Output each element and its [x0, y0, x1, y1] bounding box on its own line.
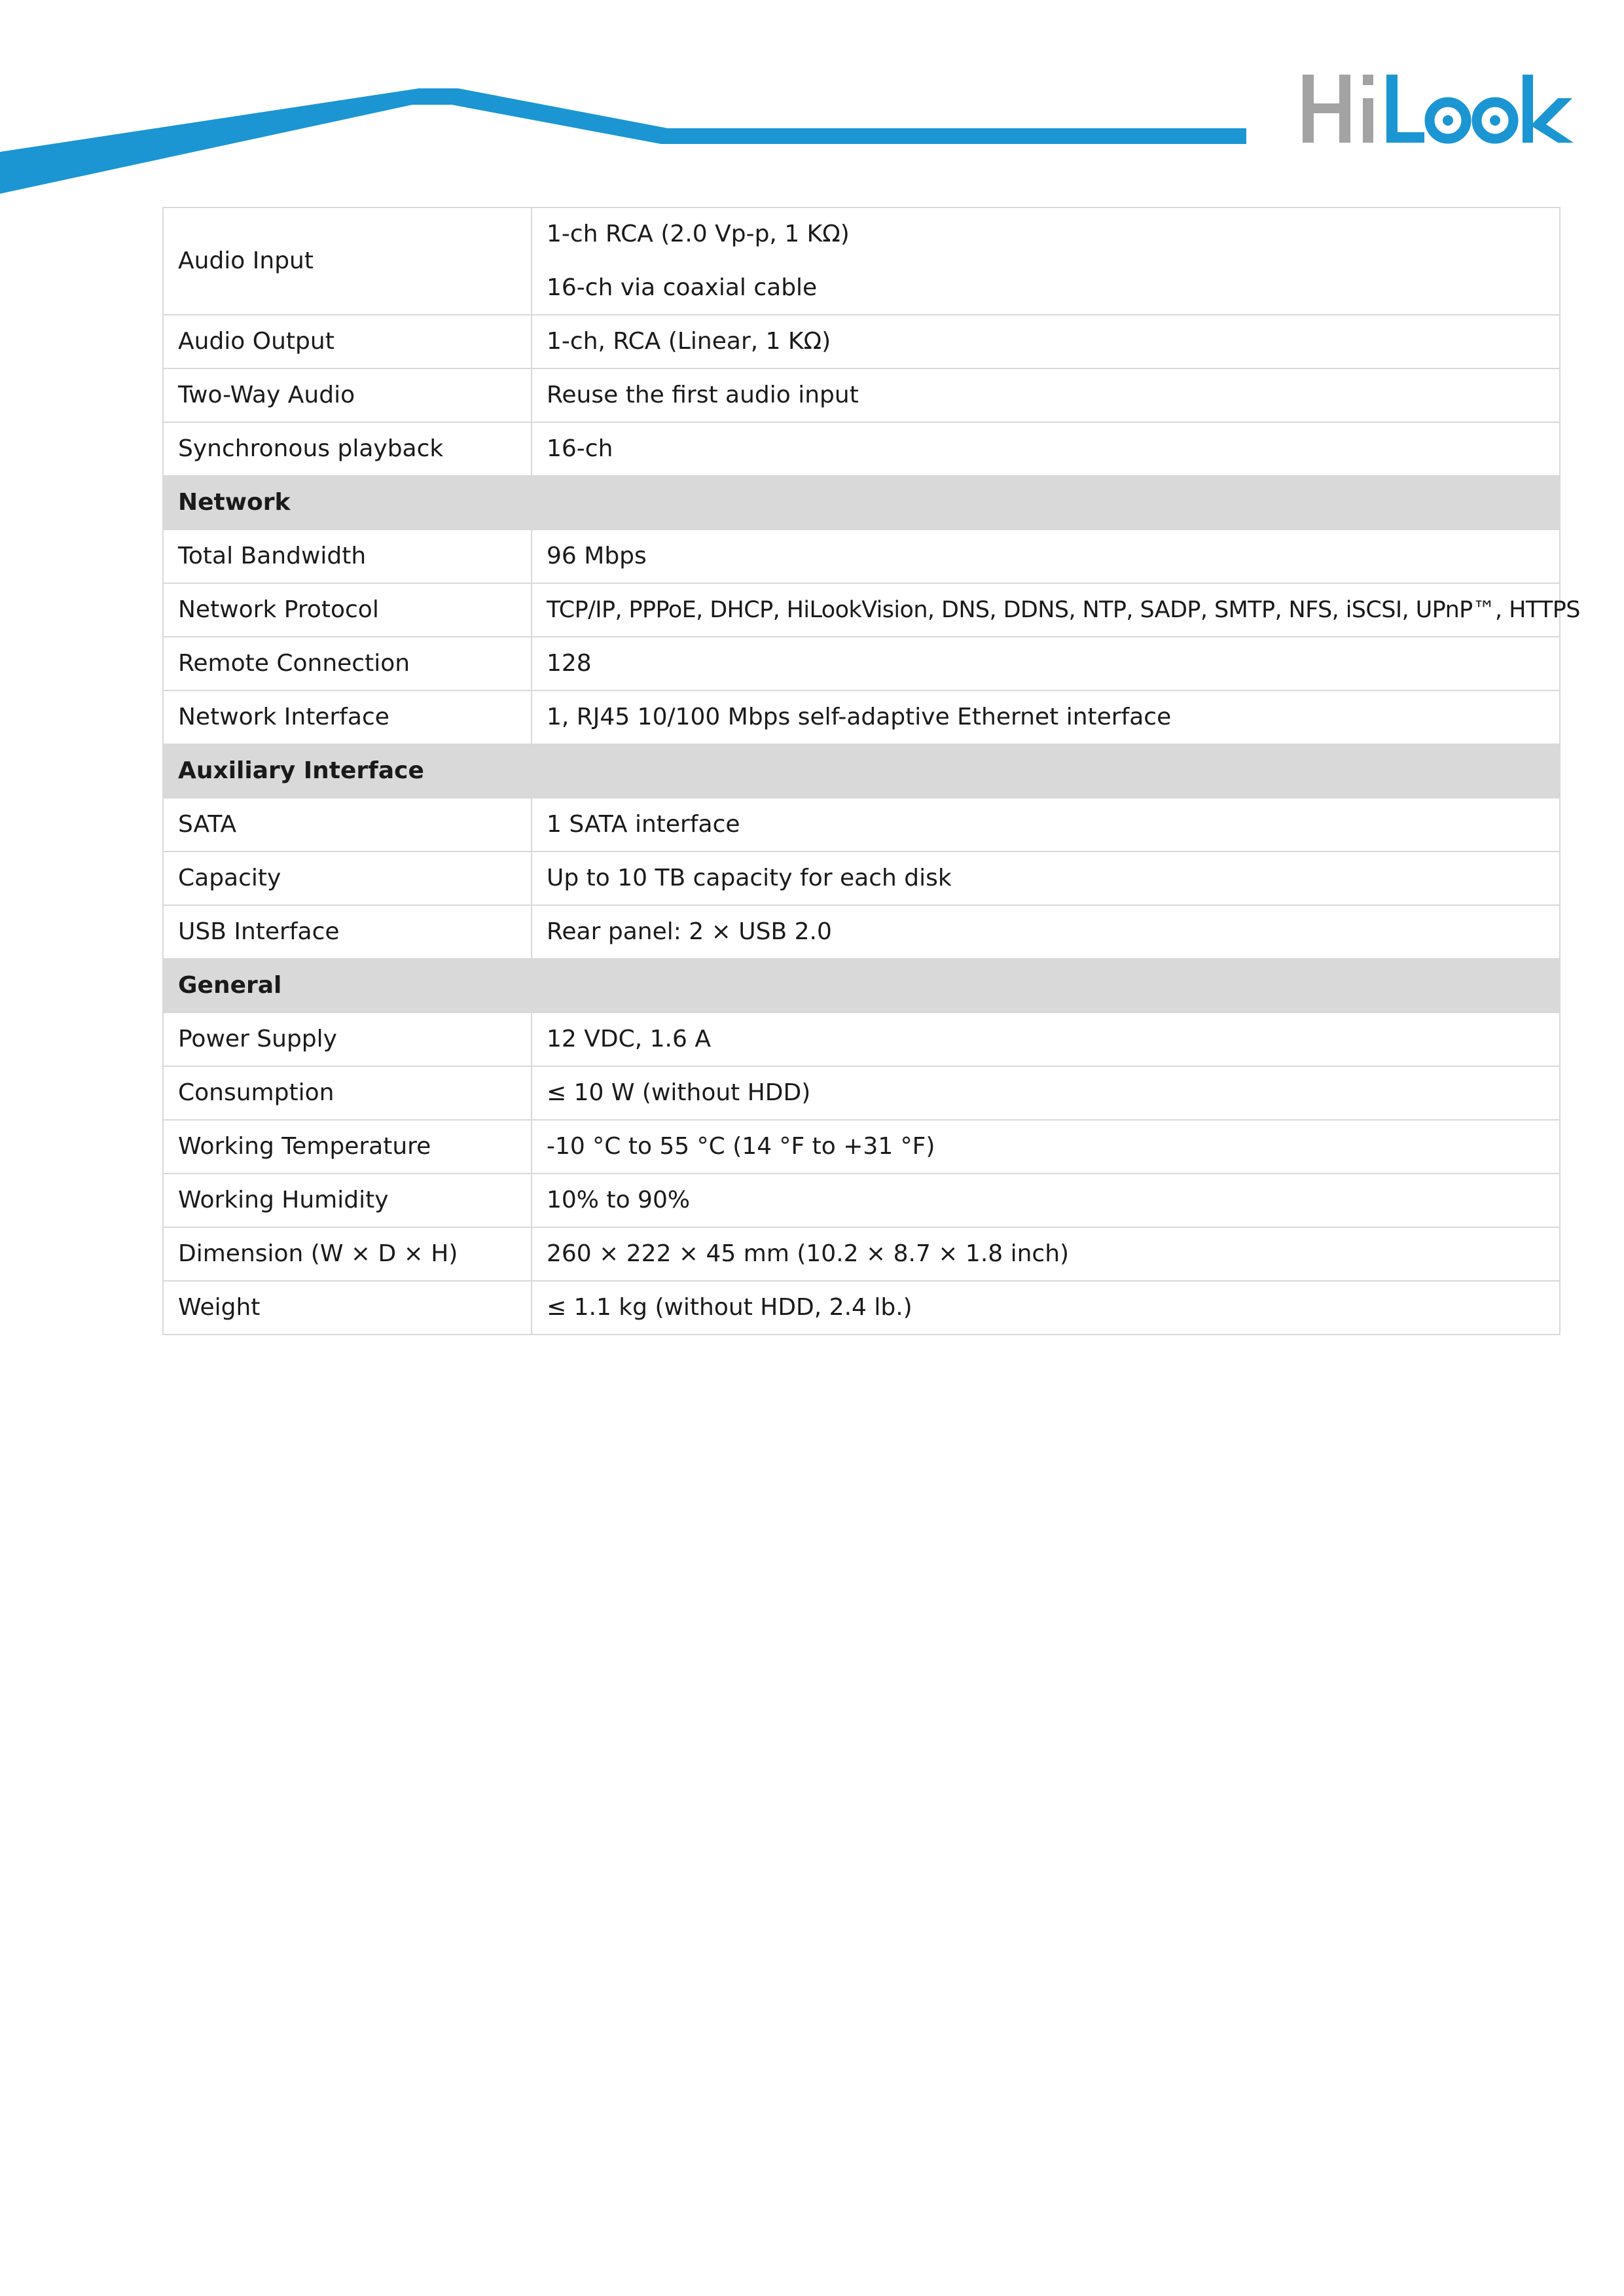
- spec-value: [532, 798, 1560, 852]
- spec-value-line: Reuse the first audio input: [547, 382, 859, 408]
- spec-row: [163, 852, 1560, 905]
- spec-value: [532, 315, 1560, 368]
- spec-label: Capacity: [163, 852, 532, 905]
- spec-row: [163, 1174, 1560, 1227]
- spec-label: Network Protocol: [163, 583, 532, 637]
- section-header-row: [163, 959, 1560, 1013]
- spec-table-body: [163, 207, 1580, 1335]
- spec-value: [532, 1174, 1560, 1227]
- spec-value-line: Rear panel: 2 × USB 2.0: [547, 918, 832, 945]
- spec-row: [163, 422, 1560, 476]
- spec-label: Consumption: [163, 1066, 532, 1120]
- section-title: General: [163, 959, 1560, 1013]
- spec-value-line: 1, RJ45 10/100 Mbps self-adaptive Ethernet interface: [547, 704, 1172, 730]
- spec-value-line: 1-ch RCA (2.0 Vp-p, 1 KΩ): [547, 221, 850, 247]
- spec-label: Audio Output: [163, 315, 532, 368]
- spec-label: Network Interface: [163, 691, 532, 744]
- section-header-row: [163, 476, 1560, 529]
- spec-value: [532, 529, 1560, 583]
- spec-value-line: 10% to 90%: [547, 1187, 691, 1213]
- spec-value: [532, 637, 1560, 691]
- spec-row: [163, 905, 1560, 959]
- spec-value-line: 260 × 222 × 45 mm (10.2 × 8.7 × 1.8 inch): [547, 1240, 1070, 1267]
- spec-value: [532, 583, 1580, 637]
- header-swoosh: [0, 0, 1257, 209]
- spec-value: [532, 1120, 1560, 1174]
- spec-value: [532, 1013, 1560, 1066]
- spec-row: [163, 1120, 1560, 1174]
- spec-value: [532, 1281, 1560, 1335]
- spec-row: [163, 368, 1560, 422]
- spec-row: [163, 1281, 1560, 1335]
- spec-label: Weight: [163, 1281, 532, 1335]
- spec-table: [162, 207, 1580, 1335]
- spec-label: Remote Connection: [163, 637, 532, 691]
- spec-value: [532, 852, 1560, 905]
- hilook-logo: [1303, 65, 1578, 151]
- spec-value-line: 16-ch via coaxial cable: [547, 274, 818, 301]
- spec-row: [163, 1066, 1560, 1120]
- spec-value: [532, 368, 1560, 422]
- spec-label: Synchronous playback: [163, 422, 532, 476]
- spec-value: [532, 1227, 1560, 1281]
- spec-label: Power Supply: [163, 1013, 532, 1066]
- spec-value-line: Up to 10 TB capacity for each disk: [547, 865, 952, 891]
- spec-value-line: 96 Mbps: [547, 543, 647, 569]
- spec-value: [532, 1066, 1560, 1120]
- spec-value-line: 16-ch: [547, 435, 613, 462]
- spec-value-line: TCP/IP, PPPoE, DHCP, HiLookVision, DNS, DDNS, NTP, SADP, SMTP, NFS, iSCSI, UPnP™, HTTPS: [547, 597, 1580, 623]
- spec-value-line: 12 VDC, 1.6 A: [547, 1026, 711, 1052]
- spec-label: SATA: [163, 798, 532, 852]
- spec-label: Total Bandwidth: [163, 529, 532, 583]
- spec-value-line: 1 SATA interface: [547, 811, 740, 838]
- spec-row: [163, 1227, 1560, 1281]
- spec-row: [163, 315, 1560, 368]
- spec-value-line: 1-ch, RCA (Linear, 1 KΩ): [547, 328, 831, 355]
- spec-label: Audio Input: [163, 207, 532, 315]
- spec-value-line: ≤ 1.1 kg (without HDD, 2.4 lb.): [547, 1294, 912, 1321]
- spec-value-line: ≤ 10 W (without HDD): [547, 1079, 811, 1106]
- spec-label: Dimension (W × D × H): [163, 1227, 532, 1281]
- spec-label: Two-Way Audio: [163, 368, 532, 422]
- spec-value-line: -10 °C to 55 °C (14 °F to +31 °F): [547, 1133, 935, 1160]
- spec-row: [163, 637, 1560, 691]
- spec-label: Working Humidity: [163, 1174, 532, 1227]
- spec-row: [163, 583, 1560, 637]
- section-title: Auxiliary Interface: [163, 744, 1560, 798]
- spec-row: [163, 798, 1560, 852]
- spec-row: [163, 207, 1560, 315]
- spec-value: [532, 905, 1560, 959]
- spec-value-line: 128: [547, 650, 592, 677]
- spec-value: [532, 691, 1560, 744]
- section-title: Network: [163, 476, 1560, 529]
- spec-value: [532, 207, 1560, 315]
- spec-row: [163, 691, 1560, 744]
- spec-value: [532, 422, 1560, 476]
- spec-row: [163, 529, 1560, 583]
- section-header-row: [163, 744, 1560, 798]
- spec-row: [163, 1013, 1560, 1066]
- spec-label: Working Temperature: [163, 1120, 532, 1174]
- spec-label: USB Interface: [163, 905, 532, 959]
